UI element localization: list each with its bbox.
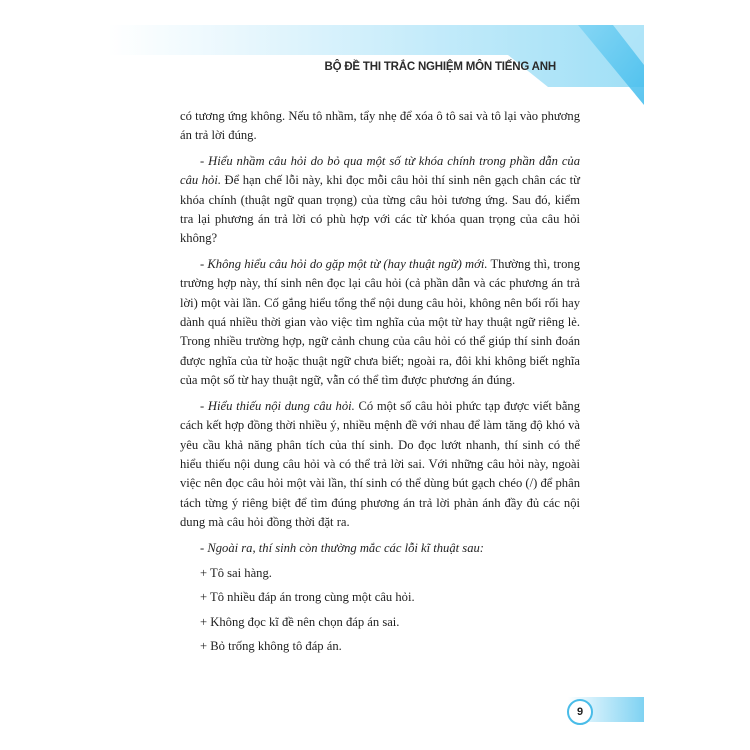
paragraph-text: Để hạn chế lỗi này, khi đọc mỗi câu hỏi thí sinh nên gạch chân các từ khóa chính (thuật ngữ quan trọng) của từng câu hỏi tương ứng. Sau đó, kiểm tra lại phương án trả lời có phù hợp với các từ khóa quan trọng của câu hỏi không? bbox=[180, 173, 580, 246]
list-item: + Tô sai hàng. bbox=[200, 565, 272, 580]
running-header-title: BỘ ĐỀ THI TRẮC NGHIỆM MÔN TIẾNG ANH bbox=[324, 61, 556, 73]
paragraph-text: Thường thì, trong trường hợp này, thí sinh nên đọc lại câu hỏi (cả phần dẫn và các phương án trả lời) một vài lần. Cố gắng hiểu tổng thể nội dung câu hỏi, không nên bối rối hay dành quá nhiều thời gian vào việc tìm nghĩa của một từ hay thuật ngữ riêng lẻ. Trong nhiều trường hợp, ngữ cảnh chung của câu hỏi có thể giúp thí sinh đoán được nghĩa của từ hoặc thuật ngữ chưa biết; ngoài ra, đôi khi không biết nghĩa của một số từ hay thuật ngữ, vẫn có thể tìm được phương án đúng. bbox=[180, 256, 580, 388]
book-page bbox=[108, 25, 644, 725]
list-item: + Bỏ trống không tô đáp án. bbox=[200, 639, 342, 654]
list-item: + Không đọc kĩ đề nên chọn đáp án sai. bbox=[200, 614, 400, 629]
page-number: 9 bbox=[567, 699, 593, 725]
paragraph-lead: - Hiểu nhầm câu hỏi do bỏ qua một số từ khóa chính trong phần dẫn của câu hỏi. bbox=[180, 153, 580, 188]
paragraph-misread-keywords bbox=[180, 152, 580, 249]
page-body bbox=[180, 107, 580, 662]
paragraph-continuation: có tương ứng không. Nếu tô nhầm, tẩy nhẹ để xóa ô tô sai và tô lại vào phương án trả lời đúng. bbox=[180, 109, 580, 143]
paragraph-technical-errors-intro bbox=[180, 539, 580, 558]
paragraph-new-term bbox=[180, 255, 580, 391]
paragraph-lead: - Ngoài ra, thí sinh còn thường mắc các lỗi kĩ thuật sau: bbox=[200, 540, 484, 555]
paragraph-lead: - Hiểu thiếu nội dung câu hỏi. bbox=[200, 398, 355, 413]
paragraph-text: Có một số câu hỏi phức tạp được viết bằng cách kết hợp đồng thời nhiều ý, nhiều mệnh đề với nhau để làm tăng độ khó và yêu cầu khả năng phân tích của thí sinh. Do đọc lướt nhanh, thí sinh có thể hiểu thiếu nội dung câu hỏi và có thể trả lời sai. Với những câu hỏi này, ngoài việc nên đọc câu hỏi một vài lần, thí sinh có thể dùng bút gạch chéo (/) để phân tách từng ý riêng biệt để tìm đúng phương án trả lời phản ánh đầy đủ các nội dung mà câu hỏi đồng thời đặt ra. bbox=[180, 398, 580, 530]
paragraph-lead: - Không hiểu câu hỏi do gặp một từ (hay thuật ngữ) mới. bbox=[200, 256, 488, 271]
list-item: + Tô nhiều đáp án trong cùng một câu hỏi. bbox=[200, 590, 415, 605]
paragraph-incomplete-understanding bbox=[180, 397, 580, 533]
